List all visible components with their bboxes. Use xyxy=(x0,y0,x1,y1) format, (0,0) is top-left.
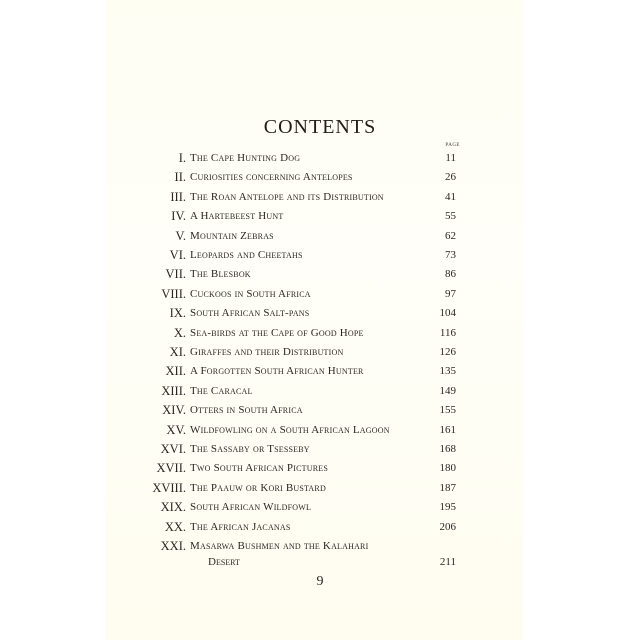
chapter-title: Wildfowling on a South African Lagoon xyxy=(190,423,390,436)
chapter-title: The Paauw or Kori Bustard xyxy=(190,481,326,494)
chapter-page: 155 xyxy=(439,404,456,417)
chapter-page: 161 xyxy=(439,423,456,436)
chapter-title: The Cape Hunting Dog xyxy=(190,152,301,164)
chapter-numeral: V. xyxy=(175,228,186,243)
chapter-numeral: XX. xyxy=(164,519,186,534)
chapter-page: 97 xyxy=(445,287,456,300)
chapter-title: Giraffes and their Distribution xyxy=(190,346,344,358)
chapter-page: 211 xyxy=(439,556,456,568)
toc-entry xyxy=(0,479,640,498)
toc-entry xyxy=(0,207,640,226)
chapter-numeral: IV. xyxy=(171,209,186,224)
toc-entry xyxy=(0,362,640,381)
toc-entry xyxy=(0,285,640,304)
chapter-numeral: XVII. xyxy=(156,461,186,476)
chapter-page: 180 xyxy=(439,462,456,475)
chapter-numeral: XVI. xyxy=(160,442,186,456)
toc-entry xyxy=(0,382,640,401)
chapter-page: 126 xyxy=(439,346,456,358)
chapter-numeral: VII. xyxy=(165,267,186,282)
toc-entry xyxy=(0,343,640,362)
chapter-title: A Hartebeest Hunt xyxy=(190,210,284,223)
chapter-title: The Sassaby or Tsesseby xyxy=(190,443,310,455)
page-number: 9 xyxy=(316,574,324,589)
chapter-numeral: IX. xyxy=(169,306,186,321)
chapter-page: 168 xyxy=(439,443,456,455)
chapter-numeral: XIV. xyxy=(162,403,186,418)
toc-entry xyxy=(0,246,640,265)
chapter-page: 86 xyxy=(445,268,456,281)
chapter-page: 26 xyxy=(445,171,456,184)
chapter-numeral: I. xyxy=(178,151,186,165)
toc-entry xyxy=(0,324,640,343)
toc-entry xyxy=(0,401,640,420)
chapter-numeral: XII. xyxy=(165,364,186,379)
page-title: CONTENTS xyxy=(263,116,377,138)
toc-entry xyxy=(0,265,640,284)
toc-entry xyxy=(0,168,640,187)
chapter-title: Leopards and Cheetahs xyxy=(190,249,303,261)
chapter-title: Curiosities concerning Antelopes xyxy=(190,171,353,184)
chapter-title-continuation: Desert xyxy=(208,556,240,568)
chapter-page: 195 xyxy=(439,501,456,514)
chapter-title: The Blesbok xyxy=(190,268,251,281)
chapter-page: 116 xyxy=(439,326,456,339)
page-column-label: PAGE xyxy=(445,143,460,148)
chapter-numeral: XXI. xyxy=(160,539,186,553)
chapter-numeral: XIII. xyxy=(161,383,186,398)
chapter-page: 104 xyxy=(439,307,456,320)
chapter-numeral: XV. xyxy=(166,422,186,437)
chapter-title: Masarwa Bushmen and the Kalahari xyxy=(190,540,369,552)
chapter-numeral: III. xyxy=(170,189,186,204)
chapter-page: 62 xyxy=(445,229,456,242)
chapter-numeral: XI. xyxy=(169,345,186,359)
toc-entry xyxy=(0,498,640,517)
chapter-page: 149 xyxy=(439,384,456,397)
chapter-title: Otters in South Africa xyxy=(190,404,303,417)
chapter-title: The Roan Antelope and its Distribution xyxy=(190,190,384,203)
chapter-page: 73 xyxy=(445,249,456,261)
chapter-page: 41 xyxy=(445,190,456,203)
toc-entry xyxy=(0,518,640,537)
chapter-numeral: XIX. xyxy=(160,500,186,515)
chapter-numeral: VIII. xyxy=(161,286,186,301)
chapter-title: South African Salt-pans xyxy=(190,307,310,320)
toc-entry xyxy=(0,421,640,440)
chapter-title: Mountain Zebras xyxy=(190,229,274,242)
toc-entry xyxy=(0,149,640,168)
chapter-page: 135 xyxy=(439,365,456,378)
toc-entry xyxy=(0,227,640,246)
chapter-numeral: XVIII. xyxy=(152,480,186,495)
chapter-page: 55 xyxy=(445,210,456,223)
chapter-title: Sea-birds at the Cape of Good Hope xyxy=(190,326,364,339)
chapter-title: The Caracal xyxy=(190,384,253,397)
chapter-title: South African Wildfowl xyxy=(190,501,312,514)
toc-entry-continuation xyxy=(0,553,640,572)
chapter-numeral: II. xyxy=(174,170,186,185)
chapter-title: The African Jacanas xyxy=(190,520,291,533)
chapter-title: A Forgotten South African Hunter xyxy=(190,365,364,378)
toc-entry xyxy=(0,459,640,478)
toc-entry xyxy=(0,304,640,323)
chapter-title: Two South African Pictures xyxy=(190,462,328,475)
chapter-title: Cuckoos in South Africa xyxy=(190,287,311,300)
chapter-numeral: X. xyxy=(173,325,186,340)
chapter-page: 206 xyxy=(439,520,456,533)
chapter-numeral: VI. xyxy=(169,248,186,262)
chapter-page: 11 xyxy=(445,152,456,164)
chapter-page: 187 xyxy=(439,481,456,494)
toc-entry xyxy=(0,188,640,207)
toc-entry xyxy=(0,440,640,459)
